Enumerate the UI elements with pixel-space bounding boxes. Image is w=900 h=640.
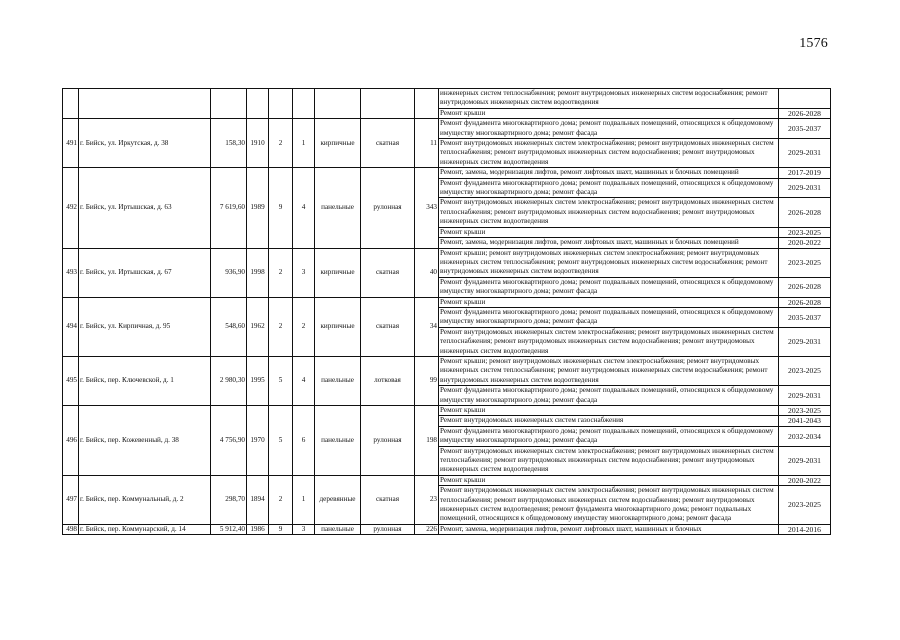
work-description: Ремонт крыши xyxy=(439,108,779,118)
work-period: 2029-2031 xyxy=(779,446,831,475)
work-period: 2023-2025 xyxy=(779,227,831,237)
work-description: инженерных систем теплоснабжения; ремонт внутридомовых инженерных систем водоснабжения; ремонт внутридомовых инженерных систем водоотведения xyxy=(439,89,779,109)
build-year: 1970 xyxy=(247,406,269,476)
roof-type: лотковая xyxy=(361,356,415,405)
work-description: Ремонт крыши; ремонт внутридомовых инженерных систем электроснабжения; ремонт внутридомовых инженерных систем теплоснабжения; ремонт внутридомовых инженерных систем водоснабжения; ремонт внутридомовых инженерных систем водоотведения xyxy=(439,248,779,277)
build-year xyxy=(247,89,269,119)
roof-type xyxy=(361,89,415,119)
house-area: 2 980,30 xyxy=(211,356,247,405)
entrance-count: 4 xyxy=(293,168,315,248)
row-number xyxy=(63,89,79,119)
house-area: 7 619,60 xyxy=(211,168,247,248)
house-area: 5 912,40 xyxy=(211,524,247,534)
work-description: Ремонт внутридомовых инженерных систем электроснабжения; ремонт внутридомовых инженерных систем теплоснабжения; ремонт внутридомовых инженерных систем водоснабжения; ремонт внутридомовых инженерных систем водоотведения xyxy=(439,446,779,475)
roof-type: рулонная xyxy=(361,524,415,534)
roof-type: рулонная xyxy=(361,406,415,476)
entrance-count: 3 xyxy=(293,248,315,297)
work-period: 2017-2019 xyxy=(779,168,831,178)
resident-count: 226 xyxy=(415,524,439,534)
house-address: г. Бийск, пер. Ключевской, д. 1 xyxy=(79,356,211,405)
wall-material: кирпичные xyxy=(315,248,361,297)
entrance-count: 1 xyxy=(293,475,315,524)
work-description: Ремонт внутридомовых инженерных систем электроснабжения; ремонт внутридомовых инженерных систем теплоснабжения; ремонт внутридомовых инженерных систем водоснабжения; ремонт внутридомовых инженерных систем водоотведения xyxy=(439,139,779,168)
wall-material: панельные xyxy=(315,406,361,476)
work-period: 2023-2025 xyxy=(779,486,831,525)
row-number: 493 xyxy=(63,248,79,297)
work-description: Ремонт внутридомовых инженерных систем газоснабжения xyxy=(439,416,779,426)
work-description: Ремонт фундамента многоквартирного дома; ремонт подвальных помещений, относящихся к общедомовому имуществу многоквартирного дома; ремонт фасада xyxy=(439,386,779,406)
house-address: г. Бийск, пер. Коммунарский, д. 14 xyxy=(79,524,211,534)
house-address: г. Бийск, пер. Коммунальный, д. 2 xyxy=(79,475,211,524)
wall-material: панельные xyxy=(315,524,361,534)
house-area xyxy=(211,89,247,119)
table-row xyxy=(63,406,831,416)
floor-count xyxy=(269,89,293,119)
house-address: г. Бийск, ул. Кирпичная, д. 95 xyxy=(79,297,211,356)
table-row xyxy=(63,248,831,277)
work-description: Ремонт внутридомовых инженерных систем электроснабжения; ремонт внутридомовых инженерных систем теплоснабжения; ремонт внутридомовых инженерных систем водоснабжения; ремонт внутридомовых инженерных систем водоотведения xyxy=(439,198,779,227)
entrance-count: 2 xyxy=(293,297,315,356)
house-area: 936,90 xyxy=(211,248,247,297)
row-number: 491 xyxy=(63,119,79,168)
house-area: 4 756,90 xyxy=(211,406,247,476)
work-description: Ремонт внутридомовых инженерных систем электроснабжения; ремонт внутридомовых инженерных систем теплоснабжения; ремонт внутридомовых инженерных систем водоснабжения; ремонт внутридомовых инженерных систем водоотведения xyxy=(439,327,779,356)
build-year: 1962 xyxy=(247,297,269,356)
floor-count: 9 xyxy=(269,524,293,534)
table-row xyxy=(63,89,831,109)
entrance-count: 1 xyxy=(293,119,315,168)
build-year: 1998 xyxy=(247,248,269,297)
page-number: 1576 xyxy=(799,36,828,51)
floor-count: 2 xyxy=(269,475,293,524)
work-description: Ремонт фундамента многоквартирного дома; ремонт подвальных помещений, относящихся к общедомовому имуществу многоквартирного дома; ремонт фасада xyxy=(439,178,779,198)
table-row xyxy=(63,356,831,385)
work-period: 2014-2016 xyxy=(779,524,831,534)
resident-count: 99 xyxy=(415,356,439,405)
floor-count: 2 xyxy=(269,119,293,168)
work-description: Ремонт крыши xyxy=(439,475,779,485)
wall-material: панельные xyxy=(315,356,361,405)
resident-count: 40 xyxy=(415,248,439,297)
table-body xyxy=(63,89,831,535)
work-description: Ремонт крыши; ремонт внутридомовых инженерных систем электроснабжения; ремонт внутридомовых инженерных систем теплоснабжения; ремонт внутридомовых инженерных систем водоснабжения; ремонт внутридомовых инженерных систем водоотведения xyxy=(439,356,779,385)
house-address xyxy=(79,89,211,119)
build-year: 1989 xyxy=(247,168,269,248)
work-period: 2023-2025 xyxy=(779,248,831,277)
floor-count: 9 xyxy=(269,168,293,248)
row-number: 494 xyxy=(63,297,79,356)
wall-material: кирпичные xyxy=(315,119,361,168)
row-number: 492 xyxy=(63,168,79,248)
build-year: 1894 xyxy=(247,475,269,524)
work-period: 2023-2025 xyxy=(779,406,831,416)
table-row xyxy=(63,119,831,139)
entrance-count: 3 xyxy=(293,524,315,534)
entrance-count: 4 xyxy=(293,356,315,405)
work-period: 2035-2037 xyxy=(779,119,831,139)
house-address: г. Бийск, ул. Иртышская, д. 67 xyxy=(79,248,211,297)
work-description: Ремонт крыши xyxy=(439,297,779,307)
work-period: 2020-2022 xyxy=(779,475,831,485)
house-address: г. Бийск, ул. Иркутская, д. 38 xyxy=(79,119,211,168)
work-description: Ремонт, замена, модернизация лифтов, ремонт лифтовых шахт, машинных и блочных помещений xyxy=(439,238,779,248)
floor-count: 5 xyxy=(269,356,293,405)
work-description: Ремонт фундамента многоквартирного дома; ремонт подвальных помещений, относящихся к общедомовому имуществу многоквартирного дома; ремонт фасада xyxy=(439,426,779,446)
work-period: 2026-2028 xyxy=(779,297,831,307)
work-description: Ремонт фундамента многоквартирного дома; ремонт подвальных помещений, относящихся к общедомовому имуществу многоквартирного дома; ремонт фасада xyxy=(439,277,779,297)
work-description: Ремонт фундамента многоквартирного дома; ремонт подвальных помещений, относящихся к общедомовому имуществу многоквартирного дома; ремонт фасада xyxy=(439,307,779,327)
work-description: Ремонт, замена, модернизация лифтов, ремонт лифтовых шахт, машинных и блочных xyxy=(439,524,779,534)
house-area: 548,60 xyxy=(211,297,247,356)
row-number: 496 xyxy=(63,406,79,476)
work-period: 2026-2028 xyxy=(779,277,831,297)
resident-count: 198 xyxy=(415,406,439,476)
work-period: 2029-2031 xyxy=(779,178,831,198)
work-description: Ремонт крыши xyxy=(439,406,779,416)
resident-count: 23 xyxy=(415,475,439,524)
resident-count: 11 xyxy=(415,119,439,168)
work-period: 2032-2034 xyxy=(779,426,831,446)
work-period: 2029-2031 xyxy=(779,327,831,356)
work-description: Ремонт фундамента многоквартирного дома; ремонт подвальных помещений, относящихся к общедомовому имуществу многоквартирного дома; ремонт фасада xyxy=(439,119,779,139)
work-period: 2041-2043 xyxy=(779,416,831,426)
house-address: г. Бийск, ул. Иртышская, д. 63 xyxy=(79,168,211,248)
work-description: Ремонт крыши xyxy=(439,227,779,237)
roof-type: скатная xyxy=(361,119,415,168)
roof-type: скатная xyxy=(361,475,415,524)
resident-count: 343 xyxy=(415,168,439,248)
wall-material xyxy=(315,89,361,119)
table-row xyxy=(63,168,831,178)
work-period: 2029-2031 xyxy=(779,139,831,168)
wall-material: кирпичные xyxy=(315,297,361,356)
work-period xyxy=(779,89,831,109)
work-period: 2023-2025 xyxy=(779,356,831,385)
build-year: 1995 xyxy=(247,356,269,405)
work-period: 2026-2028 xyxy=(779,198,831,227)
work-period: 2029-2031 xyxy=(779,386,831,406)
roof-type: рулонная xyxy=(361,168,415,248)
entrance-count: 6 xyxy=(293,406,315,476)
row-number: 497 xyxy=(63,475,79,524)
entrance-count xyxy=(293,89,315,119)
house-area: 298,70 xyxy=(211,475,247,524)
floor-count: 5 xyxy=(269,406,293,476)
work-period: 2020-2022 xyxy=(779,238,831,248)
work-period: 2035-2037 xyxy=(779,307,831,327)
floor-count: 2 xyxy=(269,248,293,297)
house-address: г. Бийск, пер. Кожевенный, д. 38 xyxy=(79,406,211,476)
roof-type: скатная xyxy=(361,248,415,297)
row-number: 498 xyxy=(63,524,79,534)
resident-count xyxy=(415,89,439,119)
table-row xyxy=(63,297,831,307)
capital-repair-table xyxy=(62,88,831,535)
build-year: 1986 xyxy=(247,524,269,534)
build-year: 1910 xyxy=(247,119,269,168)
row-number: 495 xyxy=(63,356,79,405)
work-description: Ремонт, замена, модернизация лифтов, ремонт лифтовых шахт, машинных и блочных помещений xyxy=(439,168,779,178)
table-row xyxy=(63,524,831,534)
wall-material: деревянные xyxy=(315,475,361,524)
wall-material: панельные xyxy=(315,168,361,248)
work-period: 2026-2028 xyxy=(779,108,831,118)
house-area: 158,30 xyxy=(211,119,247,168)
floor-count: 2 xyxy=(269,297,293,356)
resident-count: 34 xyxy=(415,297,439,356)
work-description: Ремонт внутридомовых инженерных систем электроснабжения; ремонт внутридомовых инженерных систем теплоснабжения; ремонт внутридомовых инженерных систем водоснабжения; ремонт внутридомовых инженерных систем водоотведения; ремонт фундамента многоквартирного дома; ремонт подвальных помещений, относящихся к общедомовому имуществу многоквартирного дома; ремонт фасада xyxy=(439,486,779,525)
table-row xyxy=(63,475,831,485)
roof-type: скатная xyxy=(361,297,415,356)
